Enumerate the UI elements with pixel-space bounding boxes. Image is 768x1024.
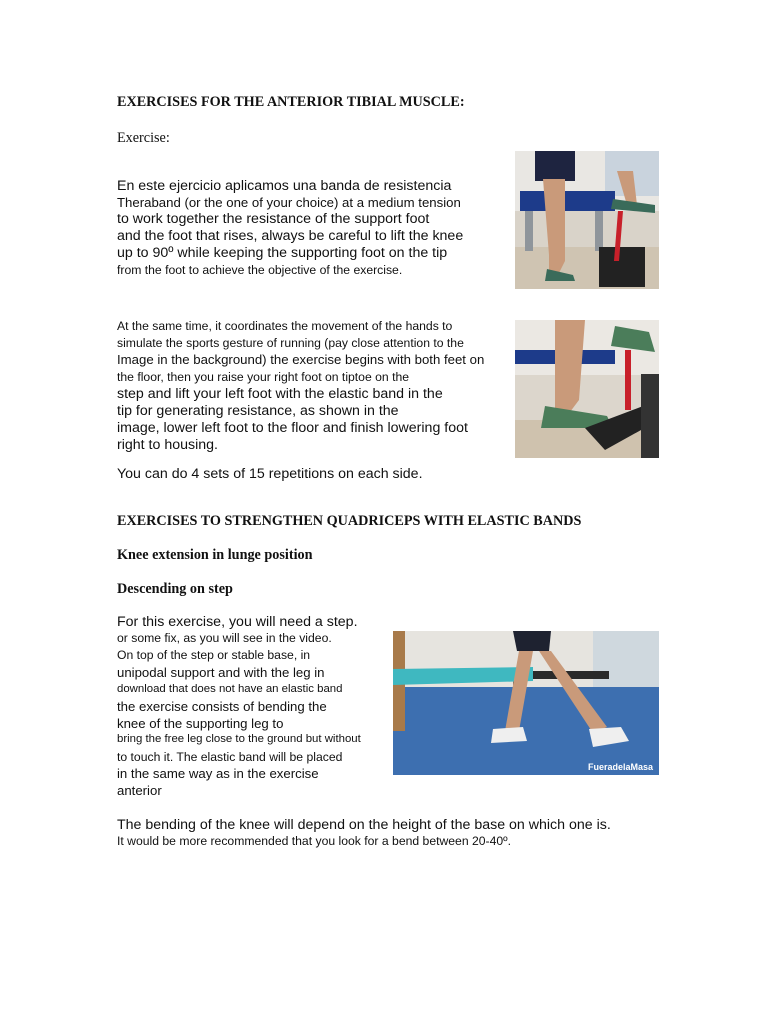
para3-line: For this exercise, you will need a step. (117, 614, 358, 630)
para2-line: the floor, then you raise your right foot on tiptoe on the (117, 370, 410, 384)
section2-sub1: Knee extension in lunge position (117, 547, 313, 563)
closing-line: The bending of the knee will depend on the height of the base on which one is. (117, 817, 611, 833)
para3-line: unipodal support and with the leg in (117, 665, 325, 680)
para3-line: On top of the step or stable base, in (117, 648, 311, 662)
section2-heading: EXERCISES TO STRENGTHEN QUADRICEPS WITH ELASTIC BANDS (117, 513, 582, 529)
photo-watermark: FueradelaMasa (587, 762, 653, 772)
para2-line: tip for generating resistance, as shown in the (117, 403, 399, 419)
para2-line: Image in the background) the exercise begins with both feet on (117, 352, 485, 367)
para3-line: anterior (117, 783, 162, 798)
exercise-photo-3 (393, 631, 659, 775)
section2-sub2: Descending on step (117, 581, 233, 597)
para2-line: image, lower left foot to the floor and finish lowering foot (117, 420, 468, 436)
para3-line: the exercise consists of bending the (117, 699, 327, 714)
para3-line: bring the free leg close to the ground but without (117, 733, 361, 745)
sets-text: You can do 4 sets of 15 repetitions on each side. (117, 466, 423, 482)
para2-line: step and lift your left foot with the elastic band in the (117, 386, 443, 402)
para1-line: and the foot that rises, always be careful to lift the knee (117, 228, 464, 244)
para3-line: download that does not have an elastic band (117, 683, 343, 695)
para2-line: simulate the sports gesture of running (pay close attention to the (117, 336, 464, 350)
para1-line: up to 90º while keeping the supporting foot on the tip (117, 245, 448, 261)
para3-line: to touch it. The elastic band will be placed (117, 750, 343, 764)
para3-line: in the same way as in the exercise (117, 766, 319, 781)
para1-line: from the foot to achieve the objective of the exercise. (117, 263, 403, 277)
section1-heading: EXERCISES FOR THE ANTERIOR TIBIAL MUSCLE: (117, 94, 465, 110)
section1-subheading: Exercise: (117, 130, 170, 146)
exercise-photo-1 (515, 151, 659, 289)
closing-line: It would be more recommended that you look for a bend between 20-40º. (117, 834, 512, 848)
para2-line: At the same time, it coordinates the movement of the hands to (117, 319, 453, 333)
para1-line: to work together the resistance of the support foot (117, 211, 430, 227)
exercise-photo-2 (515, 320, 659, 458)
para2-line: right to housing. (117, 437, 218, 453)
para3-line: or some fix, as you will see in the video. (117, 631, 332, 645)
para3-line: knee of the supporting leg to (117, 716, 284, 731)
para1-line: En este ejercicio aplicamos una banda de resistencia (117, 178, 452, 194)
para1-line: Theraband (or the one of your choice) at a medium tension (117, 195, 461, 210)
